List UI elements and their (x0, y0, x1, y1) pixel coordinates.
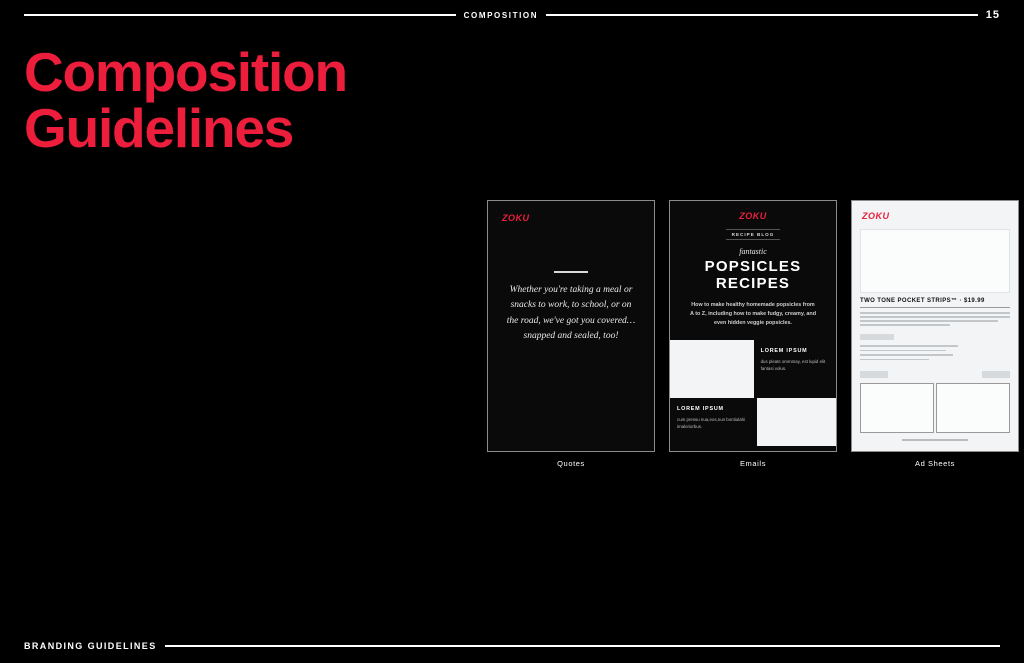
footer-rule (165, 645, 1000, 647)
ad-badge (860, 371, 888, 378)
quote-text: Whether you're taking a meal or snacks to work, to school, or on the road, we've got you covered…snapped and sealed, too! (506, 285, 636, 342)
email-image-placeholder (757, 398, 836, 446)
ad-badge (982, 371, 1010, 378)
ad-photo (936, 383, 1010, 433)
email-block-a-heading: LOREM IPSUM (760, 348, 808, 355)
specimen-emails (669, 200, 837, 468)
specimen-caption-quotes: Quotes (557, 459, 585, 468)
zoku-logo-icon: ZOKU (739, 211, 767, 221)
footer-label: BRANDING GUIDELINES (24, 641, 157, 651)
ad-hero-image (860, 229, 1010, 293)
page-number: 15 (985, 9, 1000, 21)
header-rule-left (24, 14, 456, 16)
ad-paragraph (860, 312, 1010, 328)
email-text-block-b (670, 398, 757, 446)
ad-footer-rule (902, 439, 968, 441)
specimen-caption-ad-sheets: Ad Sheets (914, 459, 955, 468)
specimen-quotes (487, 200, 655, 468)
ad-sheet (851, 200, 1019, 452)
email-subcopy: How to make healthy homemade popsicles from A to Z, including how to make fudgy, creamy, and even hidden veggie popsicles. (690, 301, 816, 326)
email-block-b-heading: LOREM IPSUM (677, 406, 724, 413)
section-label: COMPOSITION (463, 10, 539, 20)
top-header-bar (24, 8, 1000, 22)
ad-photo (860, 383, 934, 433)
page-title-line-2: Guidelines (24, 97, 294, 160)
email-script-word: fantastic (739, 247, 767, 256)
email-block-a-body: dus pleats ommmay, est lupid elit fantasi volus. (760, 359, 826, 372)
quote-divider (554, 271, 588, 273)
quote-body (504, 271, 638, 345)
zoku-logo-icon: ZOKU (502, 213, 530, 223)
specimen-row (487, 200, 1019, 468)
specimen-caption-emails: Emails (739, 459, 767, 468)
ad-badge-row (860, 371, 1010, 378)
email-hero (670, 201, 836, 340)
page-title (24, 41, 544, 160)
ad-photo-row (860, 383, 1010, 433)
zoku-logo-icon: ZOKU (862, 211, 890, 221)
email-image-placeholder (670, 340, 754, 398)
email-text-block-a (754, 340, 836, 398)
ad-sheet-title: TWO TONE POCKET STRIPS™ · $19.99 (860, 298, 1010, 308)
email-module-b (670, 398, 836, 446)
header-rule-right (546, 14, 978, 16)
ad-subheading (860, 334, 894, 340)
page-title-line-1: Composition (24, 41, 347, 103)
email-block-b-body: cum pressu nua,eos,nun bontiulahi imaloriorbus. (677, 417, 746, 430)
email-tag: RECIPE BLOG (726, 229, 781, 240)
bottom-footer-bar (24, 639, 1000, 653)
ad-bullet-list (860, 345, 958, 363)
email-sheet (669, 200, 837, 452)
email-headline-2: RECIPES (715, 274, 791, 292)
specimen-ad-sheets (851, 200, 1019, 468)
email-headline-1: POPSICLES (704, 258, 802, 275)
email-module-a (670, 340, 836, 398)
quote-sheet (487, 200, 655, 452)
